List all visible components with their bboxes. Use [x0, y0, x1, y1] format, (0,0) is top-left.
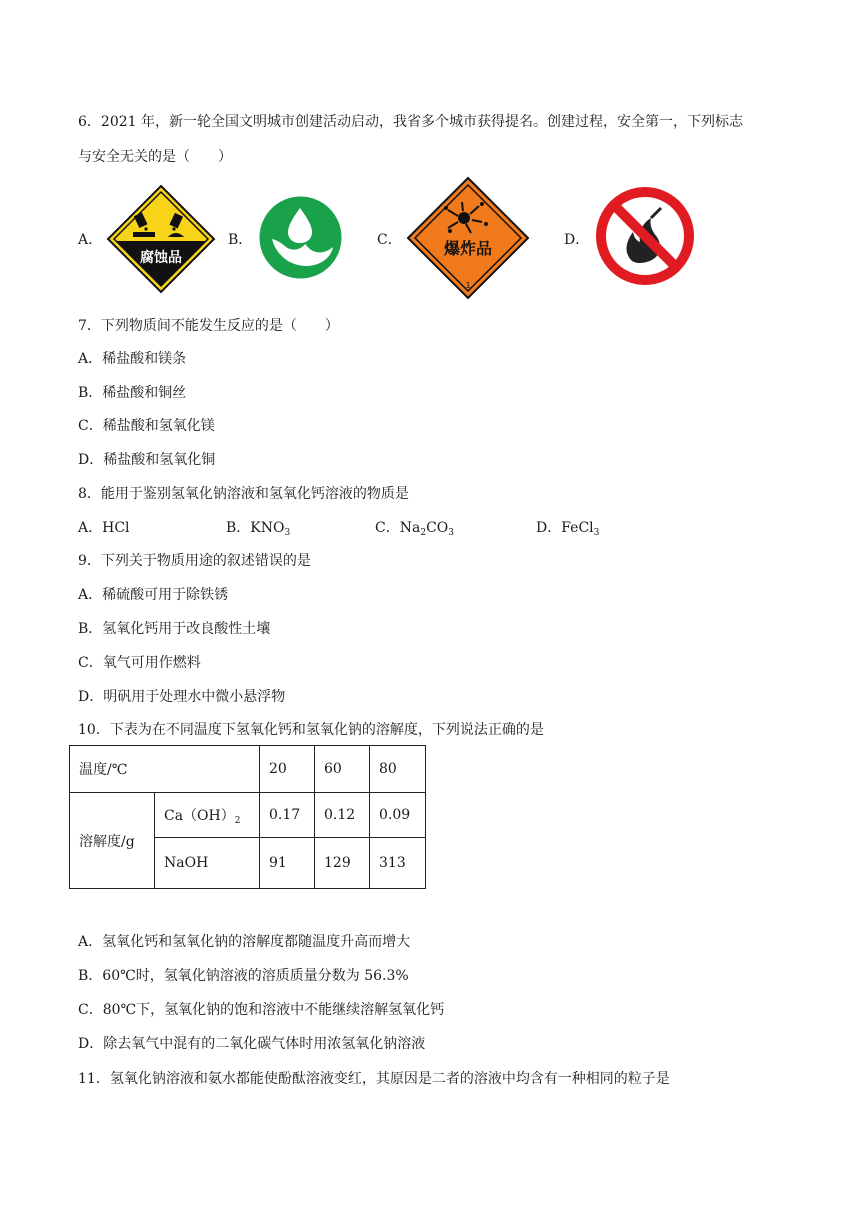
q10-option-c: C．80℃下，氢氧化钠的饱和溶液中不能继续溶解氢氧化钙 — [78, 1002, 445, 1018]
q6-stem-line2: 与安全无关的是（ ） — [78, 149, 232, 165]
q6-options — [78, 176, 718, 300]
q9-option-d: D．明矾用于处理水中微小悬浮物 — [78, 689, 286, 705]
q10-option-b: B．60℃时，氢氧化钠溶液的溶质质量分数为 56.3% — [78, 968, 409, 984]
water-saving-icon — [258, 195, 343, 280]
temp-col-80: 80 — [370, 746, 426, 793]
q6-option-b-label: B． — [228, 232, 253, 248]
table-cell: 129 — [315, 838, 370, 889]
explosive-sign-text: 爆炸品 — [443, 239, 493, 258]
q8-stem: 8．能用于鉴别氢氧化钠溶液和氢氧化钙溶液的物质是 — [78, 486, 409, 502]
temp-col-20: 20 — [260, 746, 315, 793]
solubility-table — [69, 745, 426, 889]
q10-option-a: A．氢氧化钙和氢氧化钠的溶解度都随温度升高而增大 — [78, 934, 411, 950]
q7-option-d: D．稀盐酸和氢氧化铜 — [78, 452, 216, 468]
q8-option-a: A．HCl — [78, 520, 130, 536]
q11-stem: 11．氢氧化钠溶液和氨水都能使酚酞溶液变红，其原因是二者的溶液中均含有一种相同的粒子是 — [78, 1071, 670, 1087]
q6-stem-line1: 6．2021 年，新一轮全国文明城市创建活动启动，我省多个城市获得提名。创建过程，安全第一，下列标志 — [78, 114, 743, 130]
q6-option-d-label: D． — [564, 232, 590, 248]
table-cell: 0.17 — [260, 793, 315, 838]
table-cell: 0.09 — [370, 793, 426, 838]
q7-option-b: B．稀盐酸和铜丝 — [78, 385, 187, 401]
q6-option-a-label: A． — [78, 232, 103, 248]
q8-option-b: B．$KNO_3$ — [226, 520, 291, 538]
solubility-label: 溶解度/g — [70, 793, 155, 889]
q9-option-b: B．氢氧化钙用于改良酸性土壤 — [78, 621, 271, 637]
table-row — [70, 793, 426, 838]
corrosive-hazard-icon — [106, 184, 216, 294]
q9-stem: 9．下列关于物质用途的叙述错误的是 — [78, 553, 311, 569]
q8-option-c: C．$Na_2CO_3$ — [375, 520, 454, 538]
temp-col-60: 60 — [315, 746, 370, 793]
temperature-label: 温度/℃ — [70, 746, 260, 793]
q7-option-a: A．稀盐酸和镁条 — [78, 351, 187, 367]
q6-option-c-label: C． — [377, 232, 402, 248]
q9-option-a: A．稀硫酸可用于除铁锈 — [78, 587, 229, 603]
q8-option-d: D．FeCl$_3$ — [536, 520, 600, 538]
row-name-caoh2: $Ca(OH)_2$ — [155, 793, 260, 838]
q8-options — [78, 518, 678, 538]
q9-option-c: C．氧气可用作燃料 — [78, 655, 201, 671]
table-cell: 313 — [370, 838, 426, 889]
q7-stem: 7．下列物质间不能发生反应的是（ ） — [78, 318, 339, 334]
no-fire-icon — [595, 186, 695, 286]
q10-stem: 10．下表为在不同温度下氢氧化钙和氢氧化钠的溶解度，下列说法正确的是 — [78, 722, 544, 738]
corrosive-sign-text: 腐蚀品 — [140, 250, 182, 266]
table-cell: 91 — [260, 838, 315, 889]
table-header-row — [70, 746, 426, 793]
q7-option-c: C．稀盐酸和氢氧化镁 — [78, 418, 215, 434]
row-name-naoh: NaOH — [155, 838, 260, 889]
table-cell: 0.12 — [315, 793, 370, 838]
q10-option-d: D．除去氧气中混有的二氧化碳气体时用浓氢氧化钠溶液 — [78, 1036, 426, 1052]
explosive-sign-class: 1 — [465, 281, 471, 290]
explosive-hazard-icon — [406, 176, 530, 300]
